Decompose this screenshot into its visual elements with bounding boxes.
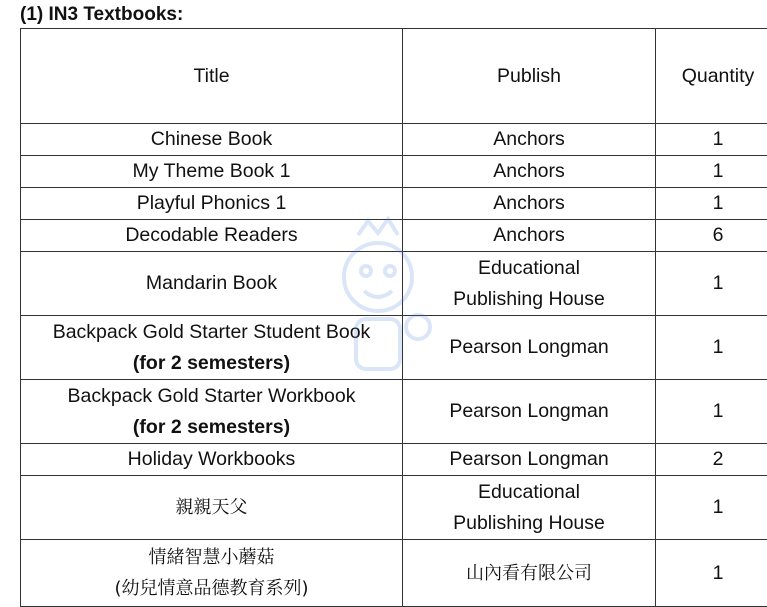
title-line: Backpack Gold Starter Workbook [25, 381, 398, 412]
title-note: (for 2 semesters) [25, 412, 398, 443]
cell-publish [403, 316, 656, 380]
cell-title [21, 476, 403, 540]
table-row [21, 540, 767, 607]
title-line: Playful Phonics 1 [25, 189, 398, 218]
table-row [21, 220, 767, 252]
cell-title [21, 188, 403, 220]
publish-line: 山內看有限公司 [407, 558, 651, 589]
cell-title [21, 252, 403, 316]
publish-line: Educational [407, 477, 651, 508]
table-row [21, 380, 767, 444]
cell-publish [403, 444, 656, 476]
publish-line: Pearson Longman [407, 332, 651, 363]
title-line: Chinese Book [25, 125, 398, 154]
cell-quantity: 1 [656, 252, 767, 316]
textbooks-table [20, 28, 767, 607]
cell-title [21, 380, 403, 444]
cell-quantity: 1 [656, 476, 767, 540]
title-note: (for 2 semesters) [25, 348, 398, 379]
table-row [21, 188, 767, 220]
cell-title [21, 540, 403, 607]
cell-publish [403, 540, 656, 607]
table-row [21, 316, 767, 380]
cell-title [21, 444, 403, 476]
title-line: Backpack Gold Starter Student Book [25, 317, 398, 348]
cell-title [21, 156, 403, 188]
cell-publish [403, 220, 656, 252]
title-line: Holiday Workbooks [25, 445, 398, 474]
publish-line: Pearson Longman [407, 445, 651, 474]
cell-quantity: 1 [656, 316, 767, 380]
table-row [21, 476, 767, 540]
title-line: My Theme Book 1 [25, 157, 398, 186]
cell-quantity: 1 [656, 540, 767, 607]
page-heading: (1) IN3 Textbooks: [20, 3, 183, 27]
publish-line: Anchors [407, 157, 651, 186]
cell-quantity: 2 [656, 444, 767, 476]
publish-line: Anchors [407, 221, 651, 250]
cell-title [21, 316, 403, 380]
cell-publish [403, 252, 656, 316]
table-row [21, 252, 767, 316]
publish-line: Publishing House [407, 284, 651, 315]
publish-line: Anchors [407, 125, 651, 154]
title-line: Mandarin Book [25, 268, 398, 299]
table-row [21, 444, 767, 476]
title-line: Decodable Readers [25, 221, 398, 250]
publish-line: Publishing House [407, 508, 651, 539]
cell-publish [403, 124, 656, 156]
table-header-row [21, 29, 767, 124]
column-header-title: Title [21, 29, 403, 124]
cell-quantity: 1 [656, 156, 767, 188]
title-line: (幼兒情意品德教育系列) [25, 573, 398, 604]
cell-title [21, 220, 403, 252]
table-row [21, 156, 767, 188]
column-header-quantity: Quantity [656, 29, 767, 124]
publish-line: Anchors [407, 189, 651, 218]
title-line: 親親天父 [25, 492, 398, 523]
title-line: 情緒智慧小蘑菇 [25, 542, 398, 573]
column-header-publish: Publish [403, 29, 656, 124]
cell-publish [403, 380, 656, 444]
cell-publish [403, 188, 656, 220]
publish-line: Educational [407, 253, 651, 284]
cell-publish [403, 476, 656, 540]
table-row [21, 124, 767, 156]
cell-title [21, 124, 403, 156]
cell-quantity: 1 [656, 188, 767, 220]
cell-publish [403, 156, 656, 188]
cell-quantity: 6 [656, 220, 767, 252]
publish-line: Pearson Longman [407, 396, 651, 427]
cell-quantity: 1 [656, 124, 767, 156]
cell-quantity: 1 [656, 380, 767, 444]
